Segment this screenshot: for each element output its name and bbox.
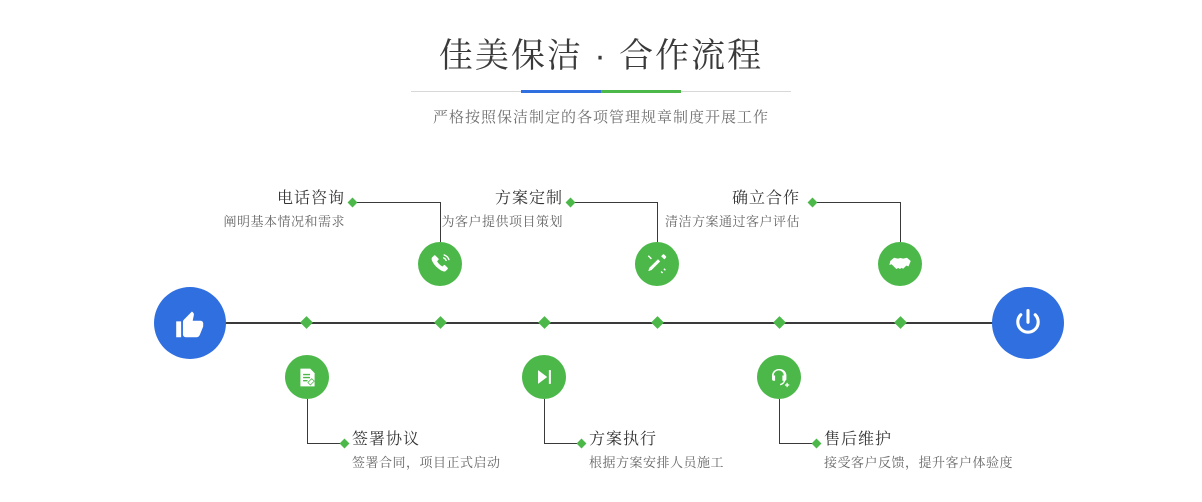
phone-call-icon [428,252,452,276]
play-forward-icon [533,366,555,388]
step-name: 售后维护 [824,431,893,448]
timeline [0,160,1202,502]
divider-accent-green [601,90,681,93]
divider-accent-blue [521,90,601,93]
step-above-label-2 [335,188,563,232]
step-desc: 阐明基本情况和需求 [223,214,345,229]
axis-dot [651,316,664,329]
step-name: 电话咨询 [276,190,345,207]
page-title: 佳美保洁 · 合作流程 [438,37,764,75]
connector-tip [812,439,822,449]
end-node [992,287,1064,359]
connector-vertical [779,399,780,443]
axis-dot [894,316,907,329]
step-desc: 为客户提供项目策划 [441,214,563,229]
connector-horizontal [812,202,900,203]
thumbs-up-icon [172,305,208,341]
step-name: 签署协议 [352,431,421,448]
axis-dot [434,316,447,329]
power-icon [1011,306,1045,340]
customer-service-icon [768,366,791,389]
step-above-icon-1 [418,242,462,286]
page-subtitle: 严格按照保洁制定的各项管理规章制度开展工作 [432,109,769,126]
axis-dot [773,316,786,329]
step-desc: 清洁方案通过客户评估 [664,214,800,229]
step-desc: 签署合同，项目正式启动 [352,455,501,470]
document-edit-icon [296,366,319,389]
axis-dot [300,316,313,329]
step-below-label-3 [824,429,1013,473]
step-above-icon-3 [878,242,922,286]
connector-tip [577,439,587,449]
connector-tip [340,439,350,449]
step-below-icon-2 [522,355,566,399]
step-below-icon-3 [757,355,801,399]
connector-vertical [544,399,545,443]
step-above-icon-2 [635,242,679,286]
step-desc: 接受客户反馈，提升客户体验度 [824,455,1014,470]
handshake-icon [888,252,913,277]
connector-vertical [307,399,308,443]
step-above-label-1 [120,188,345,232]
connector-tip [808,198,818,208]
title-divider [411,90,791,93]
step-desc: 根据方案安排人员施工 [589,455,725,470]
step-name: 方案执行 [589,431,658,448]
timeline-axis [155,322,1045,324]
pen-ruler-icon [645,252,669,276]
step-below-label-1 [352,429,501,473]
start-node [154,287,226,359]
axis-dot [538,316,551,329]
header [0,34,1202,127]
step-below-label-2 [589,429,724,473]
step-name: 确立合作 [731,190,800,207]
step-above-label-3 [570,188,800,232]
step-name: 方案定制 [494,190,563,207]
step-below-icon-1 [285,355,329,399]
connector-vertical [900,202,901,242]
